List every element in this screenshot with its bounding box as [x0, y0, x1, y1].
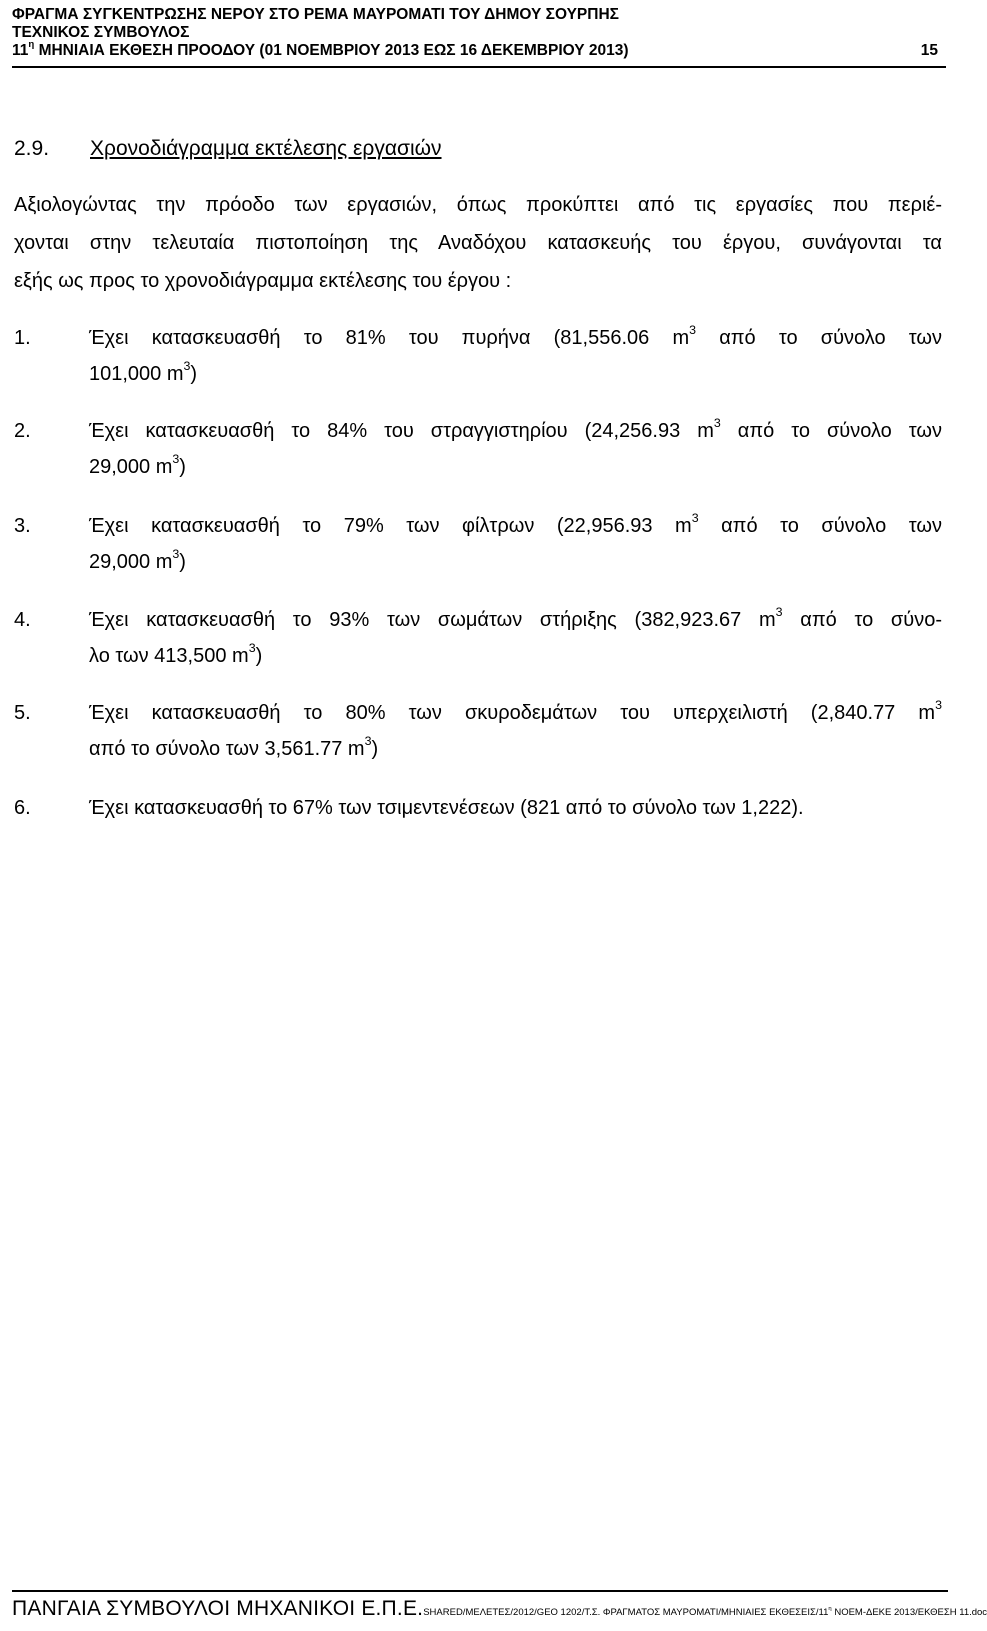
item-number: 3.: [14, 515, 31, 537]
header-project-title: ΦΡΑΓΜΑ ΣΥΓΚΕΝΤΡΩΣΗΣ ΝΕΡΟΥ ΣΤΟ ΡΕΜΑ ΜΑΥΡΟΜΑΤΙ ΤΟΥ ΔΗΜΟΥ ΣΟΥΡΠΗΣ: [12, 6, 619, 23]
header-report-line: $11^\eta$ ΜΗΝΙΑΙΑ ΕΚΘΕΣΗ ΠΡΟΟΔΟΥ (01 ΝΟΕΜΒΡΙΟΥ 2013 ΕΩΣ 16 ΔΕΚΕΜΒΡΙΟΥ 2013) 15: [12, 39, 938, 59]
footer-company: ΠΑΝΓΑΙΑ ΣΥΜΒΟΥΛΟΙ ΜΗΧΑΝΙΚΟΙ Ε.Π.Ε.: [12, 1597, 424, 1620]
page-header: [12, 6, 946, 68]
page-number: 15: [920, 42, 938, 59]
list-item: 6. Έχει κατασκευασθή το 67% των τσιμεντενέσεων (821 από το σύνολο των 1,222).: [14, 790, 942, 826]
intro-line: χονται στην τελευταία πιστοποίηση της Αναδόχου κατασκευής του έργου, συνάγονται τα: [14, 232, 942, 254]
header-consultant: ΤΕΧΝΙΚΟΣ ΣΥΜΒΟΥΛΟΣ: [12, 24, 190, 41]
section-title: Χρονοδιάγραμμα εκτέλεσης εργασιών: [90, 137, 442, 160]
list-item: 1. Έχει κατασκευασθή το 81% του πυρήνα (81,556.06 $m^3$ από το σύνολο των 101,000 $m^3$): [14, 320, 942, 392]
section-number: 2.9.: [14, 137, 50, 160]
list-item: 2. Έχει κατασκευασθή το 84% του στραγγιστηρίου (24,256.93 $m^3$ από το σύνολο των 29,000 $m^3$): [14, 413, 942, 485]
intro-line: εξής ως προς το χρονοδιάγραμμα εκτέλεσης του έργου :: [14, 270, 512, 292]
item-number: 2.: [14, 420, 31, 442]
intro-line: Αξιολογώντας την πρόοδο των εργασιών, όπως προκύπτει από τις εργασίες που περιέ-: [14, 194, 942, 216]
footer-file-path: SHARED/ΜΕΛΕΤΕΣ/2012/GEO 1202/Τ.Σ. ΦΡΑΓΜΑΤΟΣ ΜΑΥΡΟΜΑΤΙ/ΜΗΝΙΑΙΕΣ ΕΚΘΕΣΕΙΣ/$11^\eta$ ΝΟΕΜ-ΔΕΚΕ 2013/ΕΚΘΕΣΗ 11.doc: [423, 1605, 987, 1618]
intro-paragraph: [14, 186, 942, 300]
list-item: 4. Έχει κατασκευασθή το 93% των σωμάτων στήριξης (382,923.67 $m^3$ από το σύνο- λο των 413,500 $m^3$): [14, 602, 942, 674]
item-number: 4.: [14, 609, 31, 631]
list-item: 3. Έχει κατασκευασθή το 79% των φίλτρων (22,956.93 $m^3$ από το σύνολο των 29,000 $m^3$): [14, 508, 942, 580]
item-number: 6.: [14, 797, 31, 819]
page-footer: [12, 1590, 987, 1621]
section-heading: [14, 136, 442, 162]
item-number: 5.: [14, 702, 31, 724]
list-item: 5. Έχει κατασκευασθή το 80% των σκυροδεμάτων του υπερχειλιστή (2,840.77 $m^3$ από το σύνολο των 3,561.77 $m^3$): [14, 695, 942, 767]
item-number: 1.: [14, 327, 31, 349]
